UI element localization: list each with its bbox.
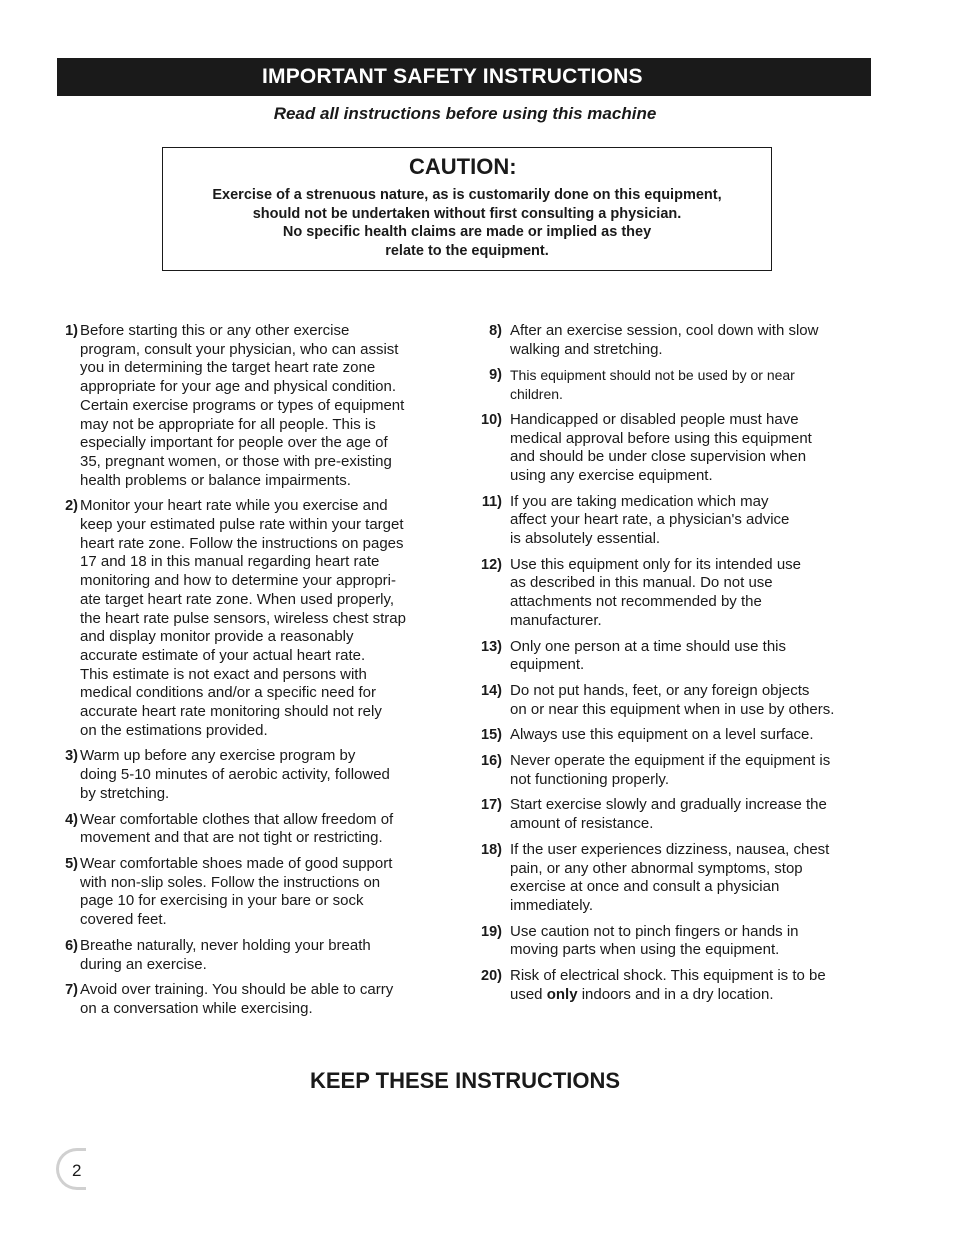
instruction-item-11 [474, 493, 874, 549]
item-number: 12) [481, 556, 502, 573]
item-line: After an exercise session, cool down with slow [510, 322, 819, 339]
item-line: monitoring and how to determine your appropri- [80, 572, 397, 590]
item-line: as described in this manual. Do not use [510, 574, 773, 592]
item-line: you in determining the target heart rate zone [80, 359, 376, 377]
item-line: exercise at once and consult a physician [510, 878, 780, 896]
item-text [510, 841, 874, 916]
item-line: affect your heart rate, a physician's advice [510, 511, 790, 529]
item-number: 6) [65, 937, 78, 954]
instruction-item-20 [474, 967, 874, 1004]
item-text [80, 497, 455, 740]
item-line: Wear comfortable shoes made of good support [80, 854, 393, 872]
caution-text [163, 186, 771, 260]
instruction-item-8 [474, 322, 874, 359]
item-number: 16) [481, 753, 502, 770]
item-text [510, 752, 874, 789]
item-number: 7) [65, 982, 78, 999]
emphasis-only: only [546, 985, 578, 1003]
instruction-item-12 [474, 556, 874, 631]
item-text [510, 322, 874, 359]
item-number: 18) [481, 841, 502, 858]
item-line: covered feet. [80, 911, 167, 929]
item-text [80, 322, 455, 490]
keep-instructions-title: KEEP THESE INSTRUCTIONS [310, 1068, 621, 1093]
item-line: This estimate is not exact and persons with [80, 665, 367, 683]
item-line: attachments not recommended by the [510, 593, 762, 611]
instruction-item-3 [55, 747, 455, 803]
item-line: amount of resistance. [510, 815, 654, 833]
item-number: 19) [481, 923, 502, 940]
item-number: 8) [489, 323, 502, 339]
instructions-right-column [474, 322, 874, 1012]
header-bar [57, 58, 871, 96]
item-number: 2) [65, 498, 78, 515]
page-number: 2 [72, 1161, 82, 1180]
item-line: Wear comfortable clothes that allow freedom of [80, 810, 394, 828]
item-line: appropriate for your age and physical condition. [80, 378, 397, 396]
item-line: Only one person at a time should use this [510, 637, 786, 655]
instruction-item-17 [474, 796, 874, 833]
item-text [80, 811, 455, 848]
item-number: 11) [481, 493, 502, 510]
instruction-item-4 [55, 811, 455, 848]
caution-title: CAUTION: [409, 154, 517, 179]
item-line: walking and stretching. [510, 340, 663, 358]
item-line: and should be under close supervision when [510, 448, 807, 466]
item-line: pain, or any other abnormal symptoms, stop [510, 859, 803, 877]
item-line: heart rate zone. Follow the instructions on pages [80, 534, 404, 552]
item-line: on the estimations provided. [80, 721, 268, 739]
item-line: is absolutely essential. [510, 530, 661, 548]
page-title: IMPORTANT SAFETY INSTRUCTIONS [262, 65, 643, 88]
item-text [510, 967, 874, 1004]
item-text [80, 981, 455, 1018]
item-line: Start exercise slowly and gradually increase the [510, 796, 827, 814]
item-line: Avoid over training. You should be able to carry [80, 981, 394, 999]
item-line: during an exercise. [80, 955, 207, 973]
item-line: 17 and 18 in this manual regarding heart rate [80, 553, 380, 571]
item-line: immediately. [510, 896, 594, 914]
item-line [510, 986, 874, 1005]
item-line: may not be appropriate for all people. This is [80, 415, 376, 433]
instruction-item-13 [474, 638, 874, 675]
caution-line: should not be undertaken without first consulting a physician. [252, 205, 682, 222]
item-line: especially important for people over the age of [80, 434, 388, 452]
item-line-part: used [510, 985, 547, 1003]
instruction-item-5 [55, 855, 455, 930]
item-line: program, consult your physician, who can assist [80, 340, 399, 358]
item-text [510, 556, 874, 631]
item-number: 10) [481, 411, 502, 428]
item-number: 15) [481, 727, 502, 744]
item-line: moving parts when using the equipment. [510, 941, 780, 959]
item-line: and display monitor provide a reasonably [80, 628, 354, 646]
item-text [510, 796, 874, 833]
instruction-item-15 [474, 726, 874, 745]
item-number: 3) [65, 748, 78, 765]
item-number: 17) [481, 797, 502, 814]
item-line: Breathe naturally, never holding your breath [80, 936, 371, 954]
item-line: by stretching. [80, 784, 170, 802]
instruction-item-9 [474, 366, 874, 403]
item-line: page 10 for exercising in your bare or sock [80, 892, 364, 910]
instruction-item-2 [55, 497, 455, 740]
page-number-arc-decoration [56, 1148, 86, 1190]
item-line: medical approval before using this equipment [510, 429, 812, 447]
item-line: using any exercise equipment. [510, 466, 713, 484]
item-text [80, 855, 455, 930]
item-line: medical conditions and/or a specific need for [80, 684, 377, 702]
item-number: 13) [481, 638, 502, 655]
instruction-item-10 [474, 411, 874, 486]
item-line: Warm up before any exercise program by [80, 747, 356, 765]
item-number: 4) [65, 811, 78, 828]
item-line: on or near this equipment when in use by others. [510, 700, 835, 718]
item-line: If you are taking medication which may [510, 492, 769, 510]
item-line: ate target heart rate zone. When used properly, [80, 590, 395, 608]
item-text [510, 638, 874, 675]
item-number: 1) [65, 323, 78, 339]
item-text [510, 682, 874, 719]
item-line: with non-slip soles. Follow the instructions on [80, 873, 381, 891]
item-line: Use caution not to pinch fingers or hands in [510, 922, 799, 940]
caution-line: No specific health claims are made or implied as they [282, 224, 652, 240]
item-line: Handicapped or disabled people must have [510, 410, 799, 428]
item-line: the heart rate pulse sensors, wireless chest strap [80, 609, 406, 627]
instruction-item-7 [55, 981, 455, 1018]
item-number: 5) [65, 855, 78, 872]
instruction-item-16 [474, 752, 874, 789]
item-number: 9) [489, 367, 502, 384]
item-number: 20) [481, 968, 502, 985]
item-text [510, 411, 874, 486]
item-text [510, 726, 874, 745]
item-line: manufacturer. [510, 611, 602, 629]
item-line: doing 5-10 minutes of aerobic activity, followed [80, 766, 390, 784]
item-line: Before starting this or any other exercise [80, 322, 350, 339]
item-line: health problems or balance impairments. [80, 471, 351, 489]
item-line: Do not put hands, feet, or any foreign objects [510, 681, 810, 699]
item-line: accurate estimate of your actual heart rate. [80, 646, 366, 664]
item-line: 35, pregnant women, or those with pre-existing [80, 452, 392, 470]
item-line: Monitor your heart rate while you exercise and [80, 497, 388, 515]
item-line: not functioning properly. [510, 770, 669, 788]
item-line: Never operate the equipment if the equipment is [510, 752, 831, 770]
item-line: Risk of electrical shock. This equipment is to be [510, 967, 826, 985]
instructions-left-column [55, 322, 455, 1026]
instruction-item-6 [55, 937, 455, 974]
item-line: equipment. [510, 656, 585, 674]
caution-line: relate to the equipment. [385, 242, 549, 259]
item-line: movement and that are not tight or restricting. [80, 829, 383, 847]
item-line: Always use this equipment on a level surface. [510, 726, 814, 744]
item-line: This equipment should not be used by or near [510, 367, 795, 384]
item-line: Certain exercise programs or types of equipment [80, 396, 405, 414]
item-line: accurate heart rate monitoring should not rely [80, 703, 382, 721]
instruction-item-1 [55, 322, 455, 490]
subtitle: Read all instructions before using this machine [273, 104, 657, 123]
item-number: 14) [481, 682, 502, 699]
item-line: keep your estimated pulse rate within your target [80, 516, 404, 534]
item-line: Use this equipment only for its intended use [510, 555, 801, 573]
caution-line: Exercise of a strenuous nature, as is customarily done on this equipment, [212, 187, 722, 203]
item-text [80, 937, 455, 974]
item-text [510, 923, 874, 960]
instruction-item-18 [474, 841, 874, 916]
instruction-item-19 [474, 923, 874, 960]
item-line: children. [510, 386, 563, 403]
item-text [510, 493, 874, 549]
caution-box [162, 147, 772, 271]
instruction-item-14 [474, 682, 874, 719]
item-line: on a conversation while exercising. [80, 999, 313, 1017]
item-text [510, 366, 874, 403]
item-text [80, 747, 455, 803]
item-line-part: indoors and in a dry location. [577, 985, 774, 1003]
item-line: If the user experiences dizziness, nausea, chest [510, 840, 830, 858]
